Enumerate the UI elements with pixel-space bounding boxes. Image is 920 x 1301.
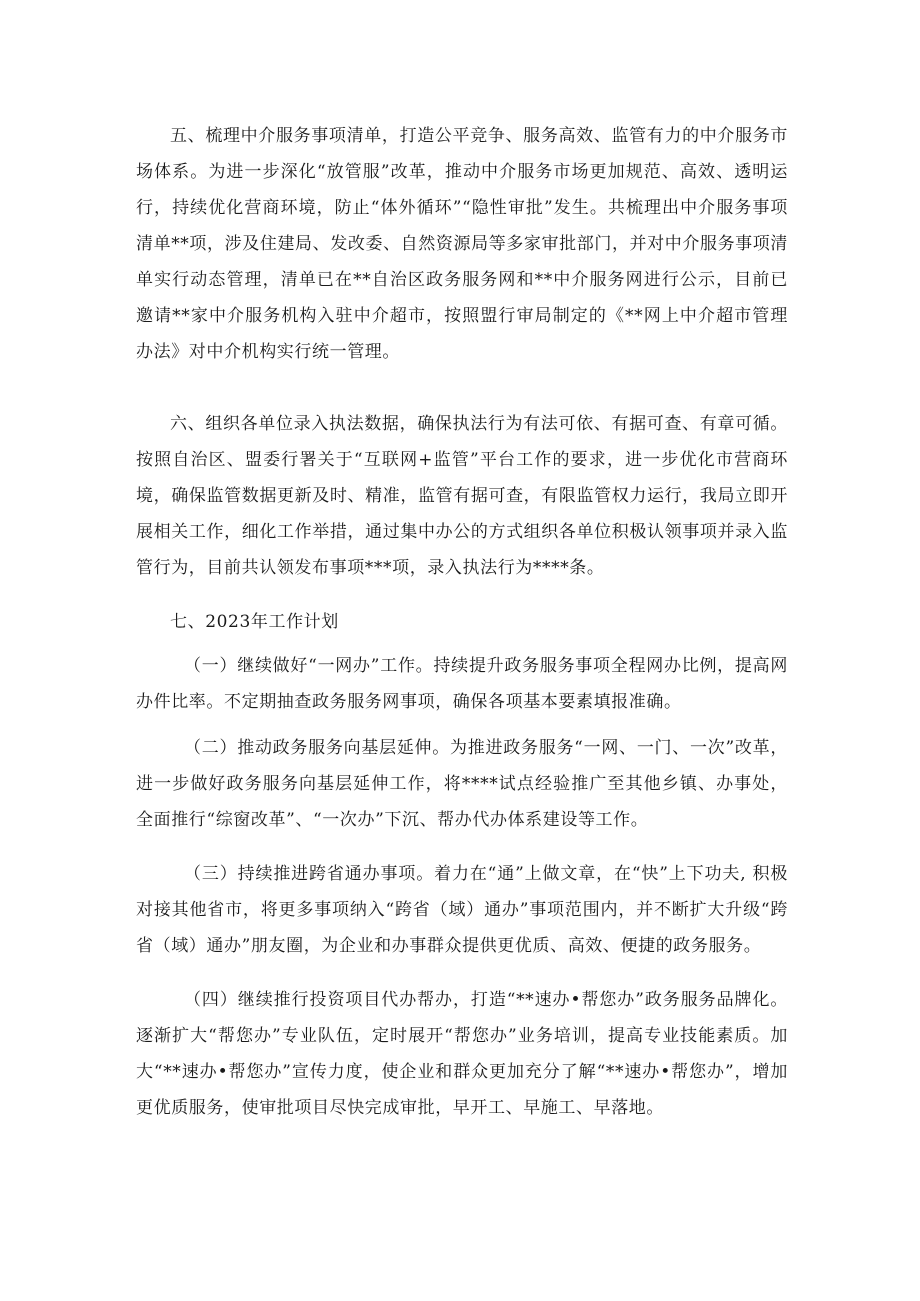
section-7-heading: 七、2023年工作计划 (170, 612, 339, 632)
paragraph-section-6: 六、组织各单位录入执法数据，确保执法行为有法可依、有据可查、有章可循。按照自治区、盟委行署关于“互联网+监管”平台工作的要求，进一步优化市营商环境，确保监管数据更新及时、精准，监管有据可查，有限监管权力运行，我局立即开展相关工作，细化工作举措，通过集中办公的方式组织各单位积极认领事项并录入监管行为，目前共认领发布事项***项，录入执法行为****条。 (136, 414, 788, 578)
paragraph-plan-2: （二）推动政务服务向基层延伸。为推进政务服务“一网、一门、一次”改革，进一步做好政务服务向基层延伸工作，将****试点经验推广至其他乡镇、办事处，全面推行“综窗改革”、“一次办”下沉、帮办代办体系建设等工作。 (136, 738, 788, 830)
paragraph-plan-3: （三）持续推进跨省通办事项。着力在“通”上做文章，在“快”上下功夫, 积极对接其他省市，将更多事项纳入“跨省（域）通办”事项范围内，并不断扩大升级“跨省（域）通办”朋友圈，为企业和办事群众提供更优质、高效、便捷的政务服务。 (136, 864, 788, 956)
paragraph-plan-4: （四）继续推行投资项目代办帮办，打造“**速办•帮您办”政务服务品牌化。逐渐扩大“帮您办”专业队伍，定时展开“帮您办”业务培训，提高专业技能素质。加大“**速办•帮您办”宣传力度，使企业和群众更加充分了解“**速办•帮您办”，增加更优质服务，使审批项目尽快完成审批，早开工、早施工、早落地。 (136, 990, 788, 1118)
paragraph-section-5: 五、梳理中介服务事项清单，打造公平竞争、服务高效、监管有力的中介服务市场体系。为进一步深化“放管服”改革，推动中介服务市场更加规范、高效、透明运行，持续优化营商环境，防止“体外循环”“隐性审批”发生。共梳理出中介服务事项清单**项，涉及住建局、发改委、自然资源局等多家审批部门，并对中介服务事项清单实行动态管理，清单已在**自治区政务服务网和**中介服务网进行公示，目前已邀请**家中介服务机构入驻中介超市，按照盟行审局制定的《**网上中介超市管理办法》对中介机构实行统一管理。 (136, 126, 788, 362)
paragraph-plan-1: （一）继续做好“一网办”工作。持续提升政务服务事项全程网办比例，提高网办件比率。不定期抽查政务服务网事项，确保各项基本要素填报准确。 (136, 656, 788, 712)
